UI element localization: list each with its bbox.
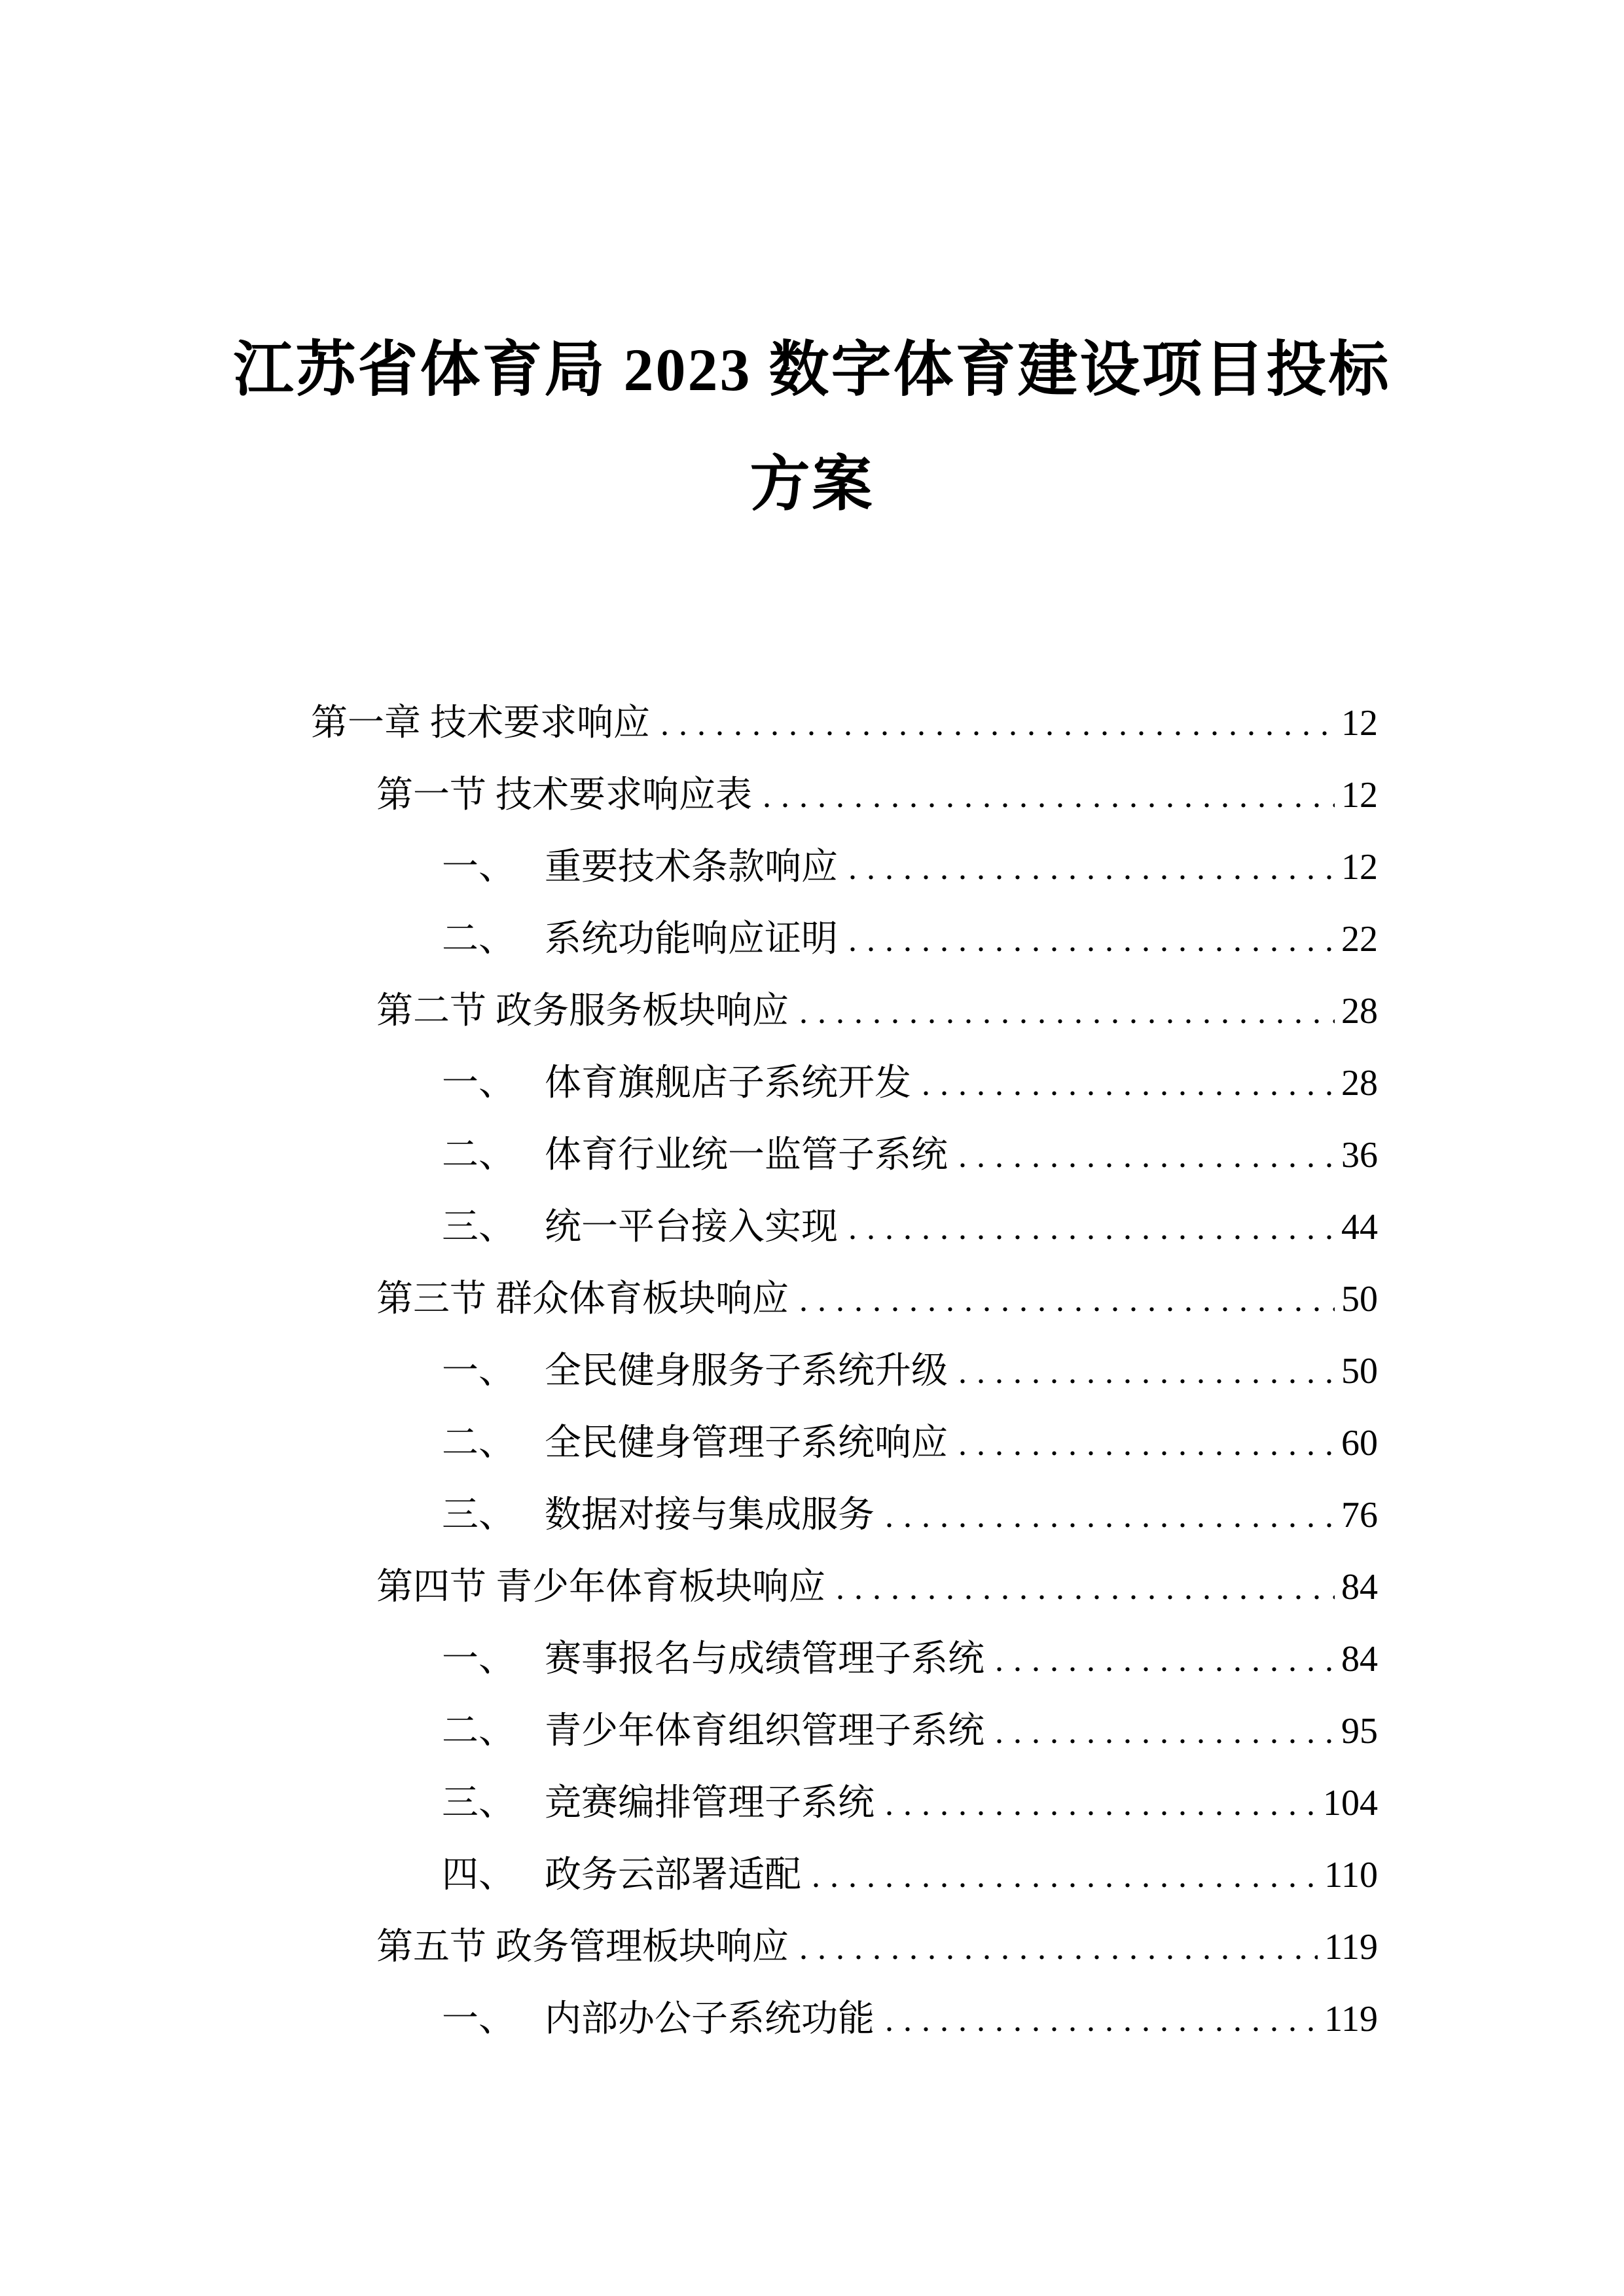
toc-page-number: 110 — [1324, 1855, 1378, 1895]
toc-dot-leader — [885, 1480, 1335, 1552]
toc-entry[interactable] — [311, 687, 1378, 759]
toc-entry-number: 三、 — [442, 1783, 515, 1823]
toc-page-number: 50 — [1341, 1351, 1378, 1391]
toc-dot-leader — [958, 1408, 1335, 1480]
toc-page-number: 104 — [1323, 1783, 1378, 1823]
toc-entry-label: 全民健身服务子系统升级 — [545, 1351, 948, 1391]
toc-entry[interactable] — [311, 1479, 1378, 1551]
toc-entry[interactable] — [311, 1119, 1378, 1191]
toc-dot-leader — [660, 689, 1335, 761]
toc-entry-label: 第一章 技术要求响应 — [311, 703, 650, 744]
toc-entry[interactable] — [311, 1767, 1378, 1839]
toc-entry-label: 青少年体育组织管理子系统 — [545, 1711, 984, 1751]
toc-page-number: 12 — [1341, 847, 1378, 888]
toc-entry-number: 一、 — [442, 1351, 515, 1391]
toc-entry-number: 一、 — [442, 1639, 515, 1679]
toc-dot-leader — [958, 1336, 1335, 1408]
toc-dot-leader — [922, 1049, 1335, 1121]
toc-page-number: 119 — [1324, 1927, 1378, 1967]
toc-dot-leader — [995, 1624, 1335, 1696]
toc-dot-leader — [799, 977, 1335, 1049]
toc-entry-number: 四、 — [442, 1855, 515, 1895]
toc-dot-leader — [885, 1984, 1318, 2056]
toc-dot-leader — [799, 1912, 1318, 1984]
toc-entry[interactable] — [311, 1623, 1378, 1695]
toc-page-number: 12 — [1341, 703, 1378, 744]
toc-page-number: 119 — [1324, 1999, 1378, 2039]
toc-dot-leader — [848, 1193, 1335, 1265]
toc-entry-label: 统一平台接入实现 — [545, 1207, 838, 1247]
toc-entry-label: 内部办公子系统功能 — [545, 1999, 875, 2039]
toc-entry[interactable] — [311, 903, 1378, 975]
toc-entry-number: 一、 — [442, 1999, 515, 2039]
toc-entry[interactable] — [311, 1047, 1378, 1119]
toc-entry-number: 一、 — [442, 1063, 515, 1103]
toc-entry-label: 政务云部署适配 — [545, 1855, 801, 1895]
toc-entry[interactable] — [311, 759, 1378, 831]
document-title — [0, 313, 1624, 542]
toc-page-number: 28 — [1341, 1063, 1378, 1103]
toc-entry-number: 一、 — [442, 847, 515, 888]
toc-entry-label: 赛事报名与成绩管理子系统 — [545, 1639, 984, 1679]
toc-entry-label: 第二节 政务服务板块响应 — [376, 991, 789, 1031]
toc-page-number: 12 — [1341, 775, 1378, 816]
toc-entry-number: 二、 — [442, 1423, 515, 1463]
toc-page-number: 44 — [1341, 1207, 1378, 1247]
toc-entry[interactable] — [311, 1983, 1378, 2055]
toc-entry[interactable] — [311, 831, 1378, 903]
toc-entry-number: 三、 — [442, 1495, 515, 1535]
toc-dot-leader — [763, 761, 1335, 833]
toc-dot-leader — [836, 1552, 1335, 1624]
toc-dot-leader — [958, 1121, 1335, 1193]
table-of-contents — [311, 687, 1378, 2055]
toc-entry-number: 二、 — [442, 919, 515, 960]
toc-page-number: 28 — [1341, 991, 1378, 1031]
document-title-line-1: 江苏省体育局 2023 数字体育建设项目投标 — [233, 336, 1391, 403]
toc-entry-label: 系统功能响应证明 — [545, 919, 838, 960]
toc-entry[interactable] — [311, 1263, 1378, 1335]
toc-dot-leader — [848, 905, 1335, 977]
toc-entry-label: 体育旗舰店子系统开发 — [545, 1063, 911, 1103]
toc-page-number: 84 — [1341, 1639, 1378, 1679]
toc-entry[interactable] — [311, 1407, 1378, 1479]
toc-entry-label: 第一节 技术要求响应表 — [376, 775, 752, 816]
toc-entry-label: 重要技术条款响应 — [545, 847, 838, 888]
toc-page-number: 60 — [1341, 1423, 1378, 1463]
toc-entry-label: 第四节 青少年体育板块响应 — [376, 1567, 825, 1607]
toc-entry[interactable] — [311, 1695, 1378, 1767]
toc-page-number: 95 — [1341, 1711, 1378, 1751]
document-title-line-2: 方案 — [749, 451, 875, 518]
toc-entry-number: 二、 — [442, 1711, 515, 1751]
toc-page-number: 76 — [1341, 1495, 1378, 1535]
toc-entry-number: 三、 — [442, 1207, 515, 1247]
toc-dot-leader — [995, 1696, 1335, 1768]
toc-entry[interactable] — [311, 1191, 1378, 1263]
toc-entry-label: 第五节 政务管理板块响应 — [376, 1927, 789, 1967]
toc-page-number: 22 — [1341, 919, 1378, 960]
toc-entry[interactable] — [311, 1335, 1378, 1407]
toc-dot-leader — [799, 1265, 1335, 1336]
toc-entry[interactable] — [311, 1551, 1378, 1623]
toc-entry[interactable] — [311, 1839, 1378, 1911]
toc-dot-leader — [812, 1840, 1318, 1912]
toc-entry-label: 竞赛编排管理子系统 — [545, 1783, 875, 1823]
toc-dot-leader — [885, 1768, 1316, 1840]
toc-entry-label: 第三节 群众体育板块响应 — [376, 1279, 789, 1319]
toc-entry[interactable] — [311, 975, 1378, 1047]
toc-page-number: 84 — [1341, 1567, 1378, 1607]
toc-entry-label: 体育行业统一监管子系统 — [545, 1135, 948, 1175]
toc-entry-label: 全民健身管理子系统响应 — [545, 1423, 948, 1463]
toc-page-number: 36 — [1341, 1135, 1378, 1175]
toc-entry-number: 二、 — [442, 1135, 515, 1175]
toc-dot-leader — [848, 833, 1335, 905]
toc-entry-label: 数据对接与集成服务 — [545, 1495, 875, 1535]
toc-page-number: 50 — [1341, 1279, 1378, 1319]
toc-entry[interactable] — [311, 1911, 1378, 1983]
